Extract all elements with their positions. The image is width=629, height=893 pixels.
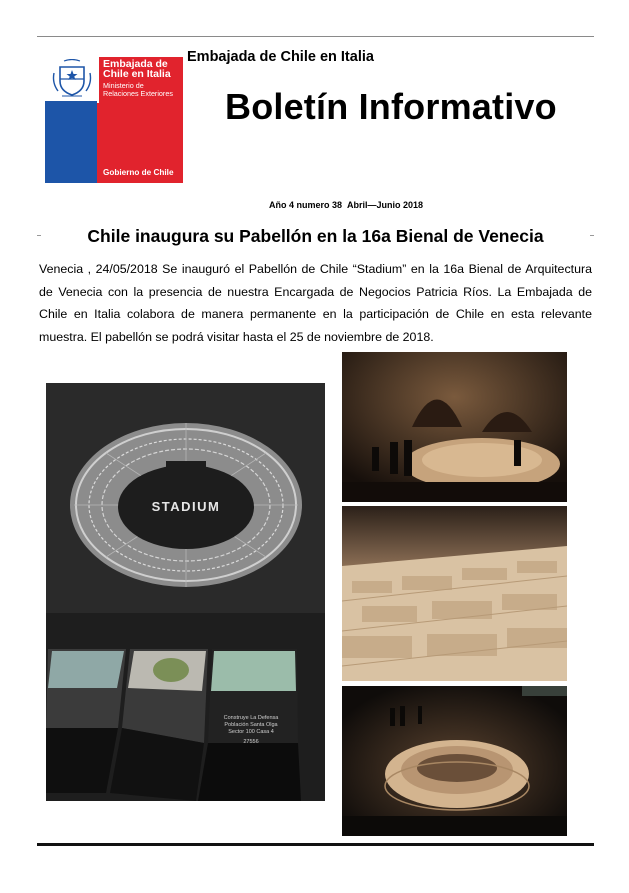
newsletter-title: Boletín Informativo [225,86,557,127]
organization-name: Embajada de Chile en Italia [187,49,374,65]
logo-embassy-name: Embajada de Chile en Italia [103,58,171,80]
logo-divider [97,57,99,103]
stadium-wall-text: STADIUM [151,499,221,514]
issue-info [0,200,629,210]
pavilion-visitors-photo [342,352,567,502]
issue-period: Abril—Junio 2018 [347,200,424,210]
embassy-logo [45,57,183,183]
article-body: Venecia , 24/05/2018 Se inauguró el Pabellón de Chile “Stadium” en la 16a Bienal de Arquitectura de Venecia con la presencia de nuestra Encargada de Negocios Patricia Ríos. La Embajada de Chile en Italia colabora de manera permanente en la participación de Chile en esta relevante muestra. El pabellón se podrá visitar hasta el 25 de noviembre de 2018. [39,262,592,344]
stadium-installation-photo [46,383,325,801]
logo-red-field [97,57,183,183]
issue-number: Año 4 numero 38 [268,200,342,210]
top-rule [37,36,594,37]
screen-caption-line-4: 27556 [243,739,259,745]
logo-government-label: Gobierno de Chile [103,168,174,177]
screen-caption-line-3: Sector 100 Casa 4 [228,729,274,735]
article-headline: Chile inaugura su Pabellón en la 16a Bienal de Venecia [87,226,544,246]
screen-caption-line-1: Construye La Defensa [223,715,279,721]
logo-ministry-name: Ministerio de Relaciones Exteriores [103,81,173,98]
bottom-rule [37,843,594,846]
model-closeup-photo [342,506,567,681]
screen-caption-line-2: Población Santa Olga [224,722,278,728]
circular-model-photo [342,686,567,836]
coat-of-arms-icon [50,59,94,99]
logo-blue-field [45,57,97,183]
